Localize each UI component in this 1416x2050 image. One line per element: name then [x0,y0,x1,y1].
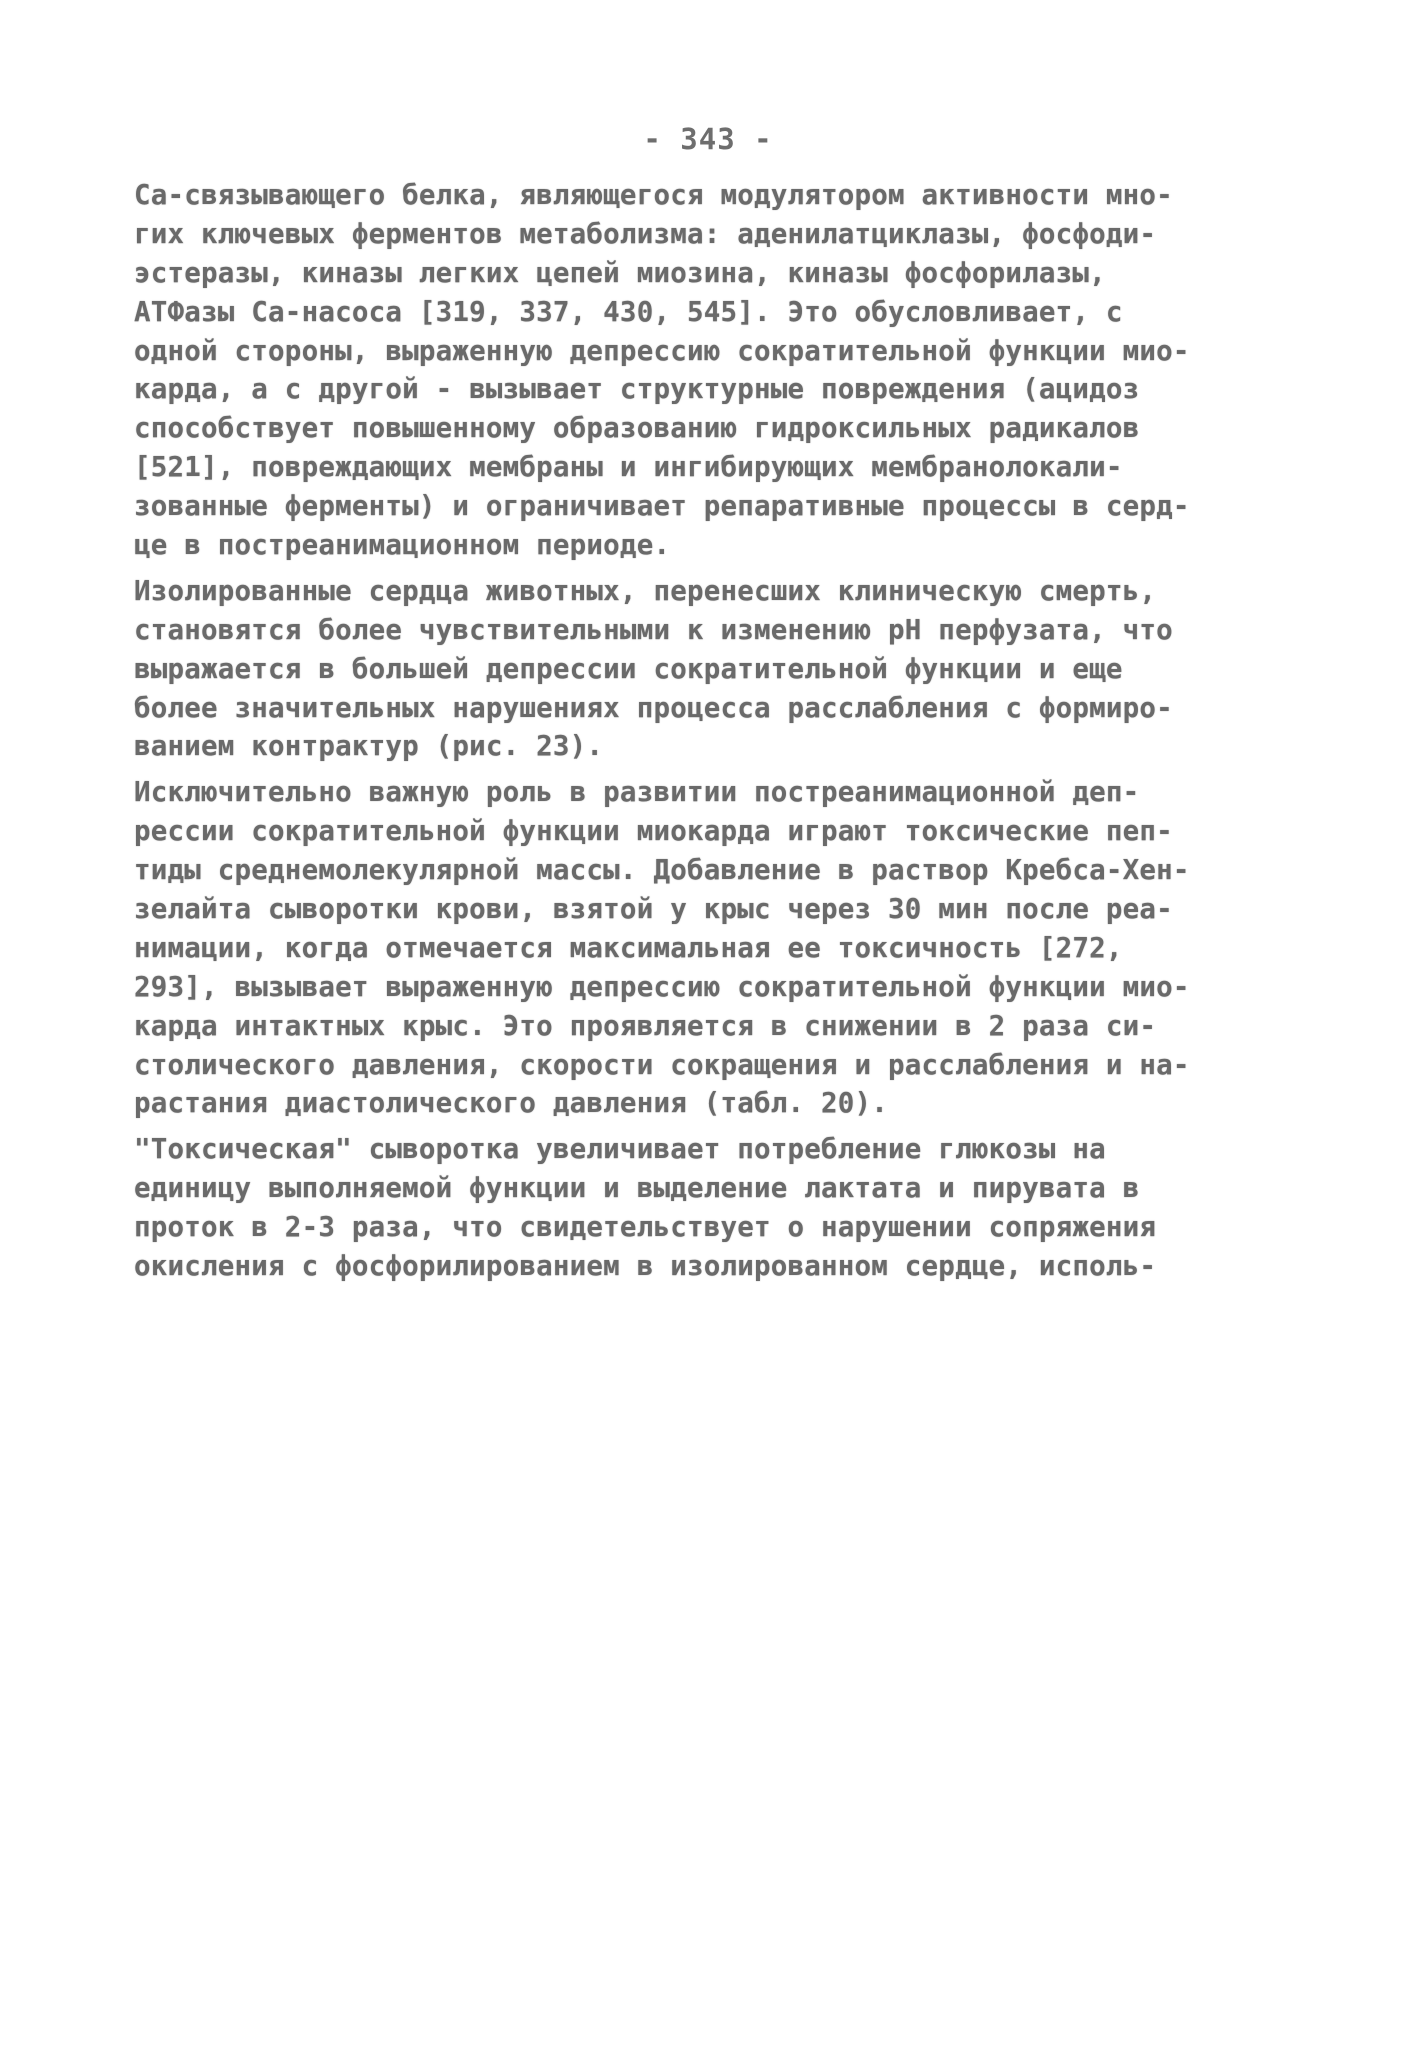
text-line: столического давления, скорости сокращения и расслабления и на- [134,1048,1190,1081]
page-number: - 343 - [643,122,773,156]
paragraph-2 [134,572,1294,766]
text-line: окисления с фосфорилированием в изолированном сердце, исполь- [134,1250,1157,1283]
text-line: единицу выполняемой функции и выделение лактата и пирувата в [134,1172,1140,1205]
text-line: зелайта сыворотки крови, взятой у крыс через 30 мин после реа- [134,893,1173,926]
paragraph-3 [134,773,1294,1123]
text-line: [521], повреждающих мембраны и ингибирующих мембранолокали- [134,451,1123,484]
text-line: растания диастолического давления (табл. 20). [134,1087,889,1120]
paragraph-4 [134,1130,1294,1286]
paragraph-1 [134,176,1294,565]
text-line: одной стороны, выраженную депрессию сократительной функции мио- [134,334,1190,367]
text-line: Изолированные сердца животных, перенесших клиническую смерть, [134,574,1157,607]
text-line: АТФазы Ca-насоса [319, 337, 430, 545]. Это обусловливает, с [134,295,1123,328]
text-line: карда, а с другой - вызывает структурные повреждения (ацидоз [134,373,1140,406]
text-line: "Токсическая" сыворотка увеличивает потребление глюкозы на [134,1133,1106,1166]
paragraph-gap [134,766,1294,773]
text-line: тиды среднемолекулярной массы. Добавление в раствор Кребса-Хен- [134,854,1190,887]
text-line: нимации, когда отмечается максимальная ее токсичность [272, [134,931,1123,964]
text-line: способствует повышенному образованию гидроксильных радикалов [134,412,1140,445]
paragraph-gap [134,1123,1294,1130]
text-line: проток в 2-3 раза, что свидетельствует о нарушении сопряжения [134,1211,1157,1244]
text-line: 293], вызывает выраженную депрессию сократительной функции мио- [134,970,1190,1003]
text-line: эстеразы, киназы легких цепей миозина, киназы фосфорилазы, [134,256,1106,289]
text-line: ванием контрактур (рис. 23). [134,730,604,763]
text-line: це в постреанимационном периоде. [134,529,671,562]
text-line: зованные ферменты) и ограничивает репаративные процессы в серд- [134,490,1190,523]
body-text [134,176,1294,1286]
text-line: рессии сократительной функции миокарда играют токсические пеп- [134,815,1173,848]
text-line: карда интактных крыс. Это проявляется в снижении в 2 раза си- [134,1009,1157,1042]
text-line: Исключительно важную роль в развитии постреанимационной деп- [134,776,1140,809]
paragraph-gap [134,565,1294,572]
text-line: становятся более чувствительными к изменению pH перфузата, что [134,613,1173,646]
text-line: выражается в большей депрессии сократительной функции и еще [134,652,1123,685]
text-line: более значительных нарушениях процесса расслабления с формиро- [134,691,1173,724]
text-line: гих ключевых ферментов метаболизма: аденилатциклазы, фосфоди- [134,217,1157,250]
text-line: Ca-связывающего белка, являющегося модулятором активности мно- [134,179,1173,211]
